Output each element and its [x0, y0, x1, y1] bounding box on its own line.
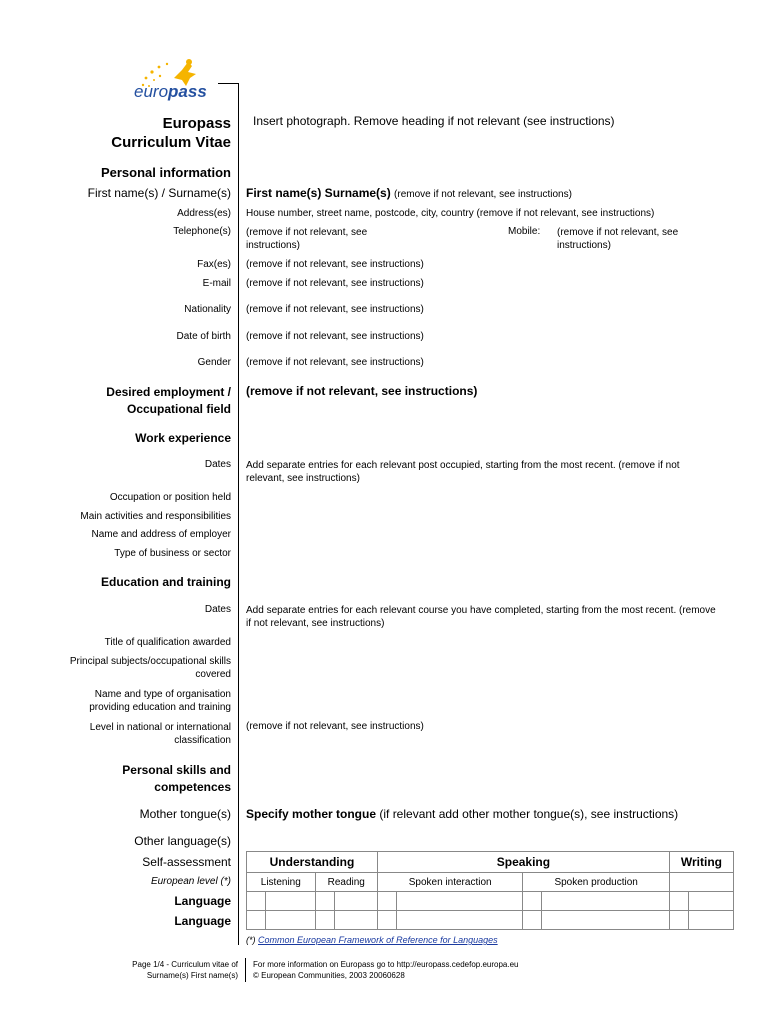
interaction-header: Spoken interaction: [377, 873, 522, 892]
fax-label: Fax(es): [197, 259, 231, 270]
skills-heading-line1: Personal skills and: [122, 763, 231, 777]
footer-right-line1: For more information on Europass go to http://europass.cedefop.europa.eu: [253, 960, 519, 969]
name-label: First name(s) / Surname(s): [87, 186, 231, 200]
name-value: [246, 186, 572, 200]
desired-label-line2: Occupational field: [126, 402, 231, 416]
mother-tongue-bold: Specify mother tongue: [246, 807, 377, 821]
address-label: Address(es): [177, 208, 231, 219]
mother-tongue-label: Mother tongue(s): [139, 807, 231, 821]
understanding-header: Understanding: [247, 852, 378, 873]
table-subheader-row: [247, 873, 734, 892]
footnote-prefix: (*): [246, 935, 256, 945]
subjects-line2: covered: [195, 669, 231, 680]
level-line1: Level in national or international: [89, 722, 231, 733]
email-value: (remove if not relevant, see instructions): [246, 278, 424, 289]
email-label: E-mail: [202, 278, 231, 289]
self-assessment-label: Self-assessment: [142, 855, 231, 869]
education-dates-label: Dates: [204, 604, 231, 615]
mobile-label: Mobile:: [508, 226, 541, 237]
subjects-label: [70, 655, 231, 681]
dob-label: Date of birth: [176, 331, 231, 342]
language2-label: Language: [174, 914, 231, 928]
organisation-line2: providing education and training: [89, 702, 231, 713]
desired-label-line1: Desired employment /: [106, 385, 231, 399]
skills-heading: [122, 762, 231, 796]
subjects-line1: Principal subjects/occupational skills: [69, 656, 231, 667]
footer-left-line2: Surname(s) First name(s): [146, 971, 238, 980]
mobile-value: (remove if not relevant, see instructions): [557, 227, 679, 251]
footer-right-line2: © European Communities, 2003 20060628: [253, 971, 405, 980]
nationality-value: (remove if not relevant, see instructions): [246, 304, 424, 315]
logo-suffix: pass: [168, 82, 207, 101]
sector-label: Type of business or sector: [114, 548, 231, 559]
table-header-row: [247, 852, 734, 873]
activities-label: Main activities and responsibilities: [80, 511, 231, 522]
qualification-label: Title of qualification awarded: [104, 637, 231, 648]
telephone-label: Telephone(s): [173, 226, 231, 237]
level-line2: classification: [174, 735, 231, 746]
occupation-label: Occupation or position held: [109, 492, 231, 503]
european-level-label: European level (*): [150, 876, 231, 887]
address-value: House number, street name, postcode, city, country (remove if not relevant, see instructions): [246, 208, 655, 219]
mother-tongue-value: [246, 807, 678, 821]
level-value: (remove if not relevant, see instructions): [246, 721, 424, 732]
logo-prefix: euro: [134, 82, 169, 101]
writing-header: Writing: [669, 852, 733, 873]
employer-label: Name and address of employer: [91, 529, 231, 540]
writing-subheader: [669, 873, 733, 892]
name-note: (remove if not relevant, see instructions): [394, 189, 572, 200]
gender-value: (remove if not relevant, see instructions): [246, 357, 424, 368]
column-divider: [238, 83, 239, 945]
table-row: [247, 892, 734, 911]
dob-value: (remove if not relevant, see instructions): [246, 331, 424, 342]
telephone-value: (remove if not relevant, see instructions): [246, 227, 368, 251]
footer-right: [253, 959, 519, 981]
other-languages-label: Other language(s): [134, 834, 231, 848]
organisation-line1: Name and type of organisation: [94, 689, 231, 700]
education-heading: Education and training: [100, 575, 231, 589]
work-dates-label: Dates: [204, 459, 231, 470]
skills-heading-line2: competences: [154, 780, 231, 794]
footer-left-line1: Page 1/4 - Curriculum vitae of: [132, 960, 238, 969]
listening-header: Listening: [247, 873, 316, 892]
gender-label: Gender: [197, 357, 231, 368]
table-row: [247, 911, 734, 930]
speaking-header: Speaking: [377, 852, 669, 873]
language1-label: Language: [174, 894, 231, 908]
cefr-link[interactable]: Common European Framework of Reference for Languages: [258, 935, 498, 945]
organisation-label: [89, 688, 231, 714]
work-dates-value: Add separate entries for each relevant post occupied, starting from the most recent. (remove if not relevant, see instructions): [246, 460, 680, 484]
nationality-label: Nationality: [184, 304, 231, 315]
production-header: Spoken production: [523, 873, 670, 892]
desired-label: [106, 384, 231, 418]
footer-left: [132, 959, 238, 981]
desired-value: (remove if not relevant, see instructions): [246, 384, 478, 398]
language-table: [246, 851, 734, 930]
work-heading: Work experience: [135, 431, 231, 445]
photo-placeholder: Insert photograph. Remove heading if not relevant (see instructions): [253, 114, 615, 128]
name-value-text: First name(s) Surname(s): [246, 186, 391, 200]
mother-tongue-rest: (if relevant add other mother tongue(s), see instructions): [379, 807, 679, 821]
reading-header: Reading: [315, 873, 377, 892]
europass-logo: [130, 56, 240, 106]
personal-heading: Personal information: [100, 165, 231, 180]
logo-divider: [218, 83, 238, 84]
title-line2: Curriculum Vitae: [111, 134, 231, 151]
footnote: [246, 935, 498, 945]
title-line1: Europass: [162, 115, 231, 132]
fax-value: (remove if not relevant, see instructions): [246, 259, 424, 270]
level-label: [90, 721, 231, 747]
cv-title: [111, 114, 231, 152]
education-dates-value: Add separate entries for each relevant course you have completed, starting from the most recent. (remove if not relevant, see instructions): [246, 605, 716, 629]
footer-divider: [245, 958, 246, 982]
